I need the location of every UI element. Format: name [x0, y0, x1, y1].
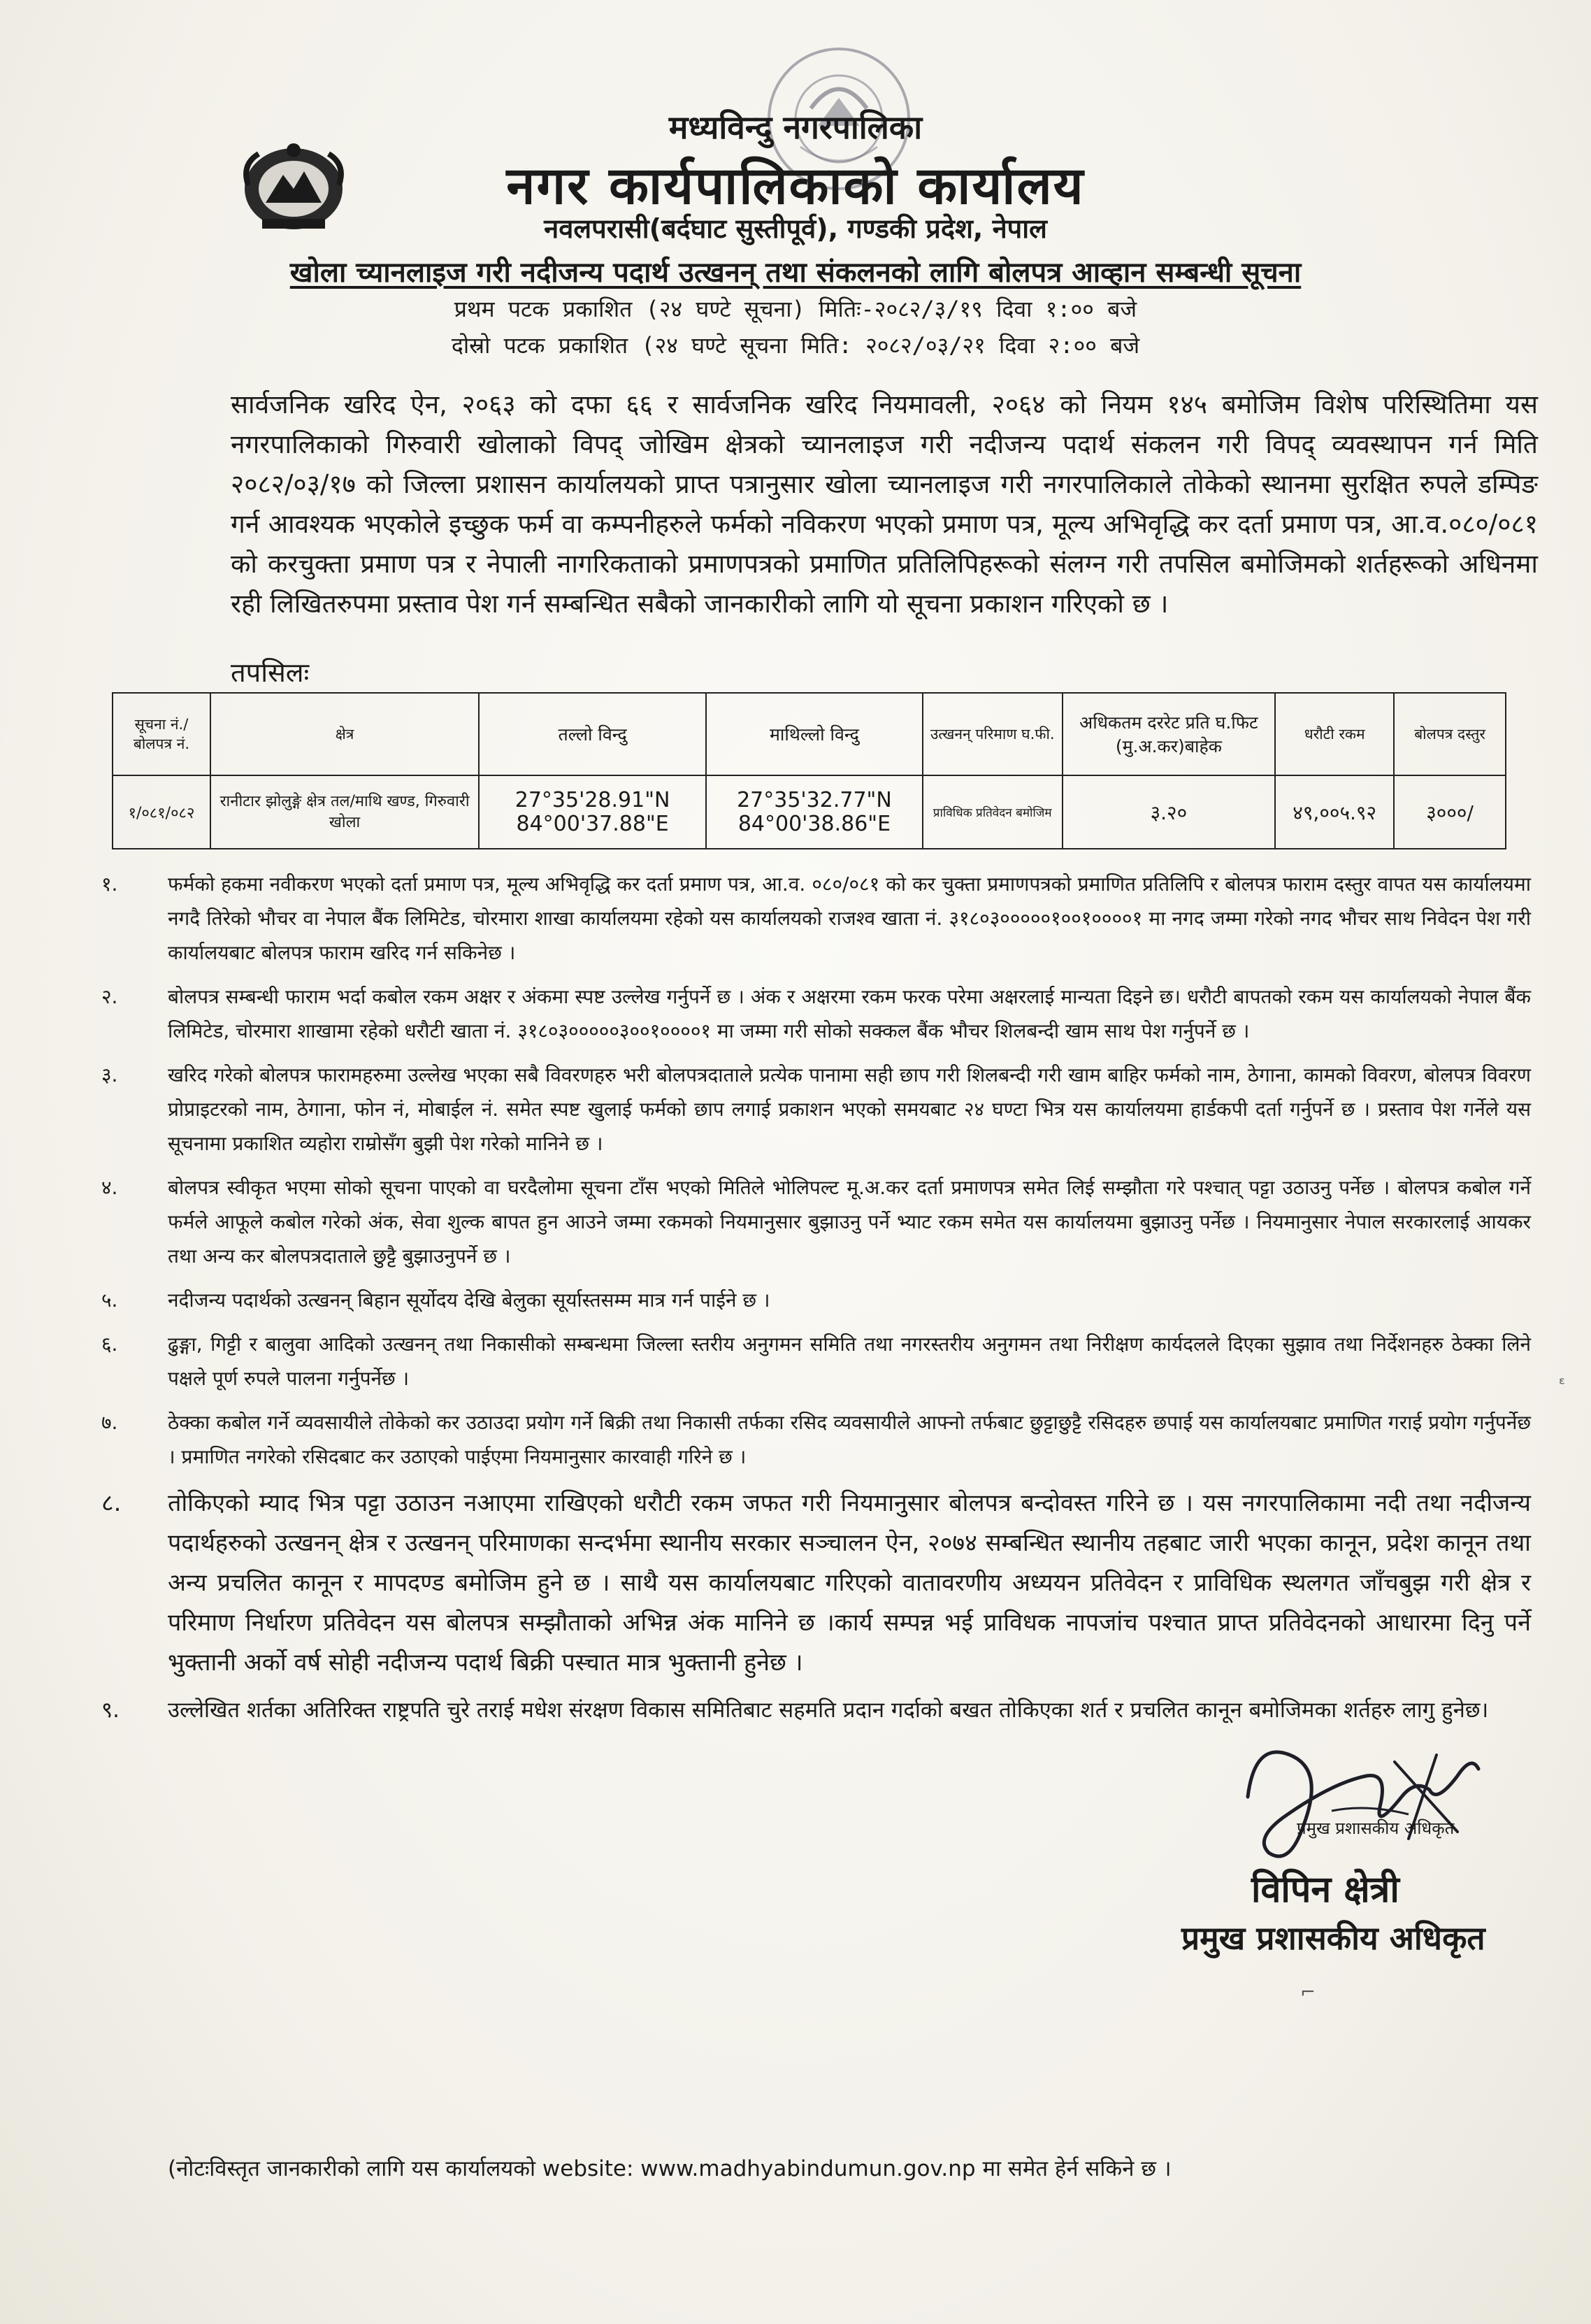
term-number: १. [101, 873, 118, 896]
municipality-name: मध्यविन्दु नगरपालिका [668, 108, 923, 146]
cell-area: रानीटार झोलुङ्गे क्षेत्र तल/माथि खण्ड, गिरुवारी खोला [210, 775, 479, 849]
col-header-fee: बोलपत्र दस्तुर [1394, 693, 1506, 775]
signatory-role: प्रमुख प्रशासकीय अधिकृत [1181, 1919, 1485, 1957]
tender-table [112, 692, 1506, 849]
table-header-row [113, 693, 1506, 775]
term-text: खरिद गरेको बोलपत्र फारामहरुमा उल्लेख भएका सबै विवरणहरु भरी बोलपत्रदाताले प्रत्येक पानामा सही छाप गरी शिलबन्दी गरी खाम बाहिर फर्मको नाम, ठेगाना, कामको विवरण, बोलपत्र विवरण प्रोप्राइटरको नाम, ठेगाना, फोन नं, मोबाईल नं. समेत स्पष्ट खुलाई फर्मको छाप लगाई प्रकाशन भएको समयबाट २४ घण्टा भित्र यस कार्यालयमा हार्डकपी दर्ता गर्नुपर्ने छ । प्रस्ताव पेश गर्नेले यस सूचनामा प्रकाशित व्यहोरा राम्रोसँग बुझी पेश गरेको मानिने छ । [168, 1063, 1531, 1155]
tick-mark: ⌐ [1300, 1982, 1316, 2003]
cell-fee: ३०००/ [1394, 775, 1506, 849]
lower-point-lat: 27°35'28.91"N [514, 787, 670, 812]
term-text: फर्मको हकमा नवीकरण भएको दर्ता प्रमाण पत्र, मूल्य अभिवृद्धि कर दर्ता प्रमाण पत्र, आ.व. ०८०/०८१ को कर चुक्ता प्रमाणपत्रको प्रमाणित प्रतिलिपि र बोलपत्र फाराम दस्तुर वापत यस कार्यालयमा नगदै तिरेको भौचर वा नेपाल बैंक लिमिटेड, चोरमारा शाखा कार्यालयमा रहेको यस कार्यालयको राजश्व खाता नं. ३१८०३०००००१००१००००१ मा नगद जम्मा गरेको नगद भौचर साथ निवेदन पेश गरी कार्यालयबाट बोलपत्र फाराम खरिद गर्न सकिनेछ । [168, 873, 1531, 964]
term-number: ९. [101, 1698, 120, 1723]
notice-subject [0, 252, 1591, 290]
notice-subject-text: खोला च्यानलाइज गरी नदीजन्य पदार्थ उत्खनन् तथा संकलनको लागि बोलपत्र आव्हान सम्बन्धी सूचना [289, 257, 1302, 289]
cell-rate: ३.२० [1063, 775, 1276, 849]
term-text: तोकिएको म्याद भित्र पट्टा उठाउन नआएमा राखिएको धरौटी रकम जफत गरी नियमानुसार बोलपत्र बन्दोवस्त गरिने छ । यस नगरपालिकामा नदी तथा नदीजन्य पदार्थहरुको उत्खनन् क्षेत्र र उत्खनन् परिमाणका सन्दर्भमा स्थानीय सरकार सञ्चालन ऐन, २०७४ सम्बन्धित स्थानीय तहबाट जारी भएका कानून, प्रदेश कानून तथा अन्य प्रचलित कानून र मापदण्ड बमोजिम हुने छ । साथै यस कार्यालयबाट गरिएको वातावरणीय अध्ययन प्रतिवेदन र प्राविधिक स्थलगत जाँचबुझ गरी क्षेत्र र परिमाण निर्धारण प्रतिवेदन यस बोलपत्र सम्झौताको अभिन्न अंक मानिने छ ।कार्य सम्पन्न भई प्राविधक नापजांच पश्चात प्राप्त प्रतिवेदनको आधारमा दिनु पर्ने भुक्तानी अर्को वर्ष सोही नदीजन्य पदार्थ बिक्री पस्चात मात्र भुक्तानी हुनेछ । [168, 1489, 1531, 1677]
office-address: नवलपरासी(बर्दघाट सुस्तीपूर्व), गण्डकी प्रदेश, नेपाल [544, 213, 1047, 244]
term-number: ७. [101, 1411, 118, 1434]
schedule-label: तपसिलः [231, 657, 310, 688]
lower-point-lon: 84°00'37.88"E [516, 811, 669, 836]
first-publication-date: प्रथम पटक प्रकाशित (२४ घण्टे सूचना) मितिः-२०८२/३/१९ दिवा १:०० बजे [454, 296, 1137, 322]
margin-mark: ᵋ [1559, 1374, 1566, 1395]
cell-lower-point [479, 775, 706, 849]
signatory-name: विपिन क्षेत्री [1251, 1869, 1399, 1911]
term-number: ३. [101, 1063, 118, 1086]
term-item [91, 867, 1531, 970]
table-row [113, 775, 1506, 849]
col-header-rate: अधिकतम दररेट प्रति घ.फिट (मु.अ.कर)बाहेक [1063, 693, 1276, 775]
col-header-notice-no: सूचना नं./ बोलपत्र नं. [113, 693, 210, 775]
terms-list [91, 867, 1531, 1738]
term-item [91, 1484, 1531, 1683]
term-item [91, 1170, 1531, 1273]
term-text: ठेक्का कबोल गर्ने व्यवसायीले तोकेको कर उठाउदा प्रयोग गर्ने बिक्री तथा निकासी तर्फका रसिद व्यवसायीले आफ्नो तर्फबाट छुट्टाछुट्टै रसिदहरु छपाई यस कार्यालयबाट प्रमाणित गराई प्रयोग गर्नुपर्नेछ । प्रमाणित नगरेको रसिदबाट कर उठाएको पाईएमा नियमानुसार कारवाही गरिने छ । [168, 1411, 1531, 1468]
col-header-quantity: उत्खनन् परिमाण घ.फी. [923, 693, 1063, 775]
cell-deposit: ४९,००५.९२ [1275, 775, 1394, 849]
term-item [91, 980, 1531, 1048]
term-item [91, 1283, 1531, 1317]
intro-paragraph: सार्वजनिक खरिद ऐन, २०६३ को दफा ६६ र सार्वजनिक खरिद नियमावली, २०६४ को नियम १४५ बमोजिम विशेष परिस्थितिमा यस नगरपालिकाको गिरुवारी खोलाको विपद् जोखिम क्षेत्रको च्यानलाइज गरी नदीजन्य पदार्थ संकलन गरी विपद् व्यवस्थापन गर्न मिति २०८२/०३/१७ को जिल्ला प्रशासन कार्यालयको प्राप्त पत्रानुसार खोला च्यानलाइज गरी नगरपालिकाले तोकेको स्थानमा सुरक्षित रुपले डम्पिङ गर्न आवश्यक भएकोले इच्छुक फर्म वा कम्पनीहरुले फर्मको नविकरण भएको प्रमाण पत्र, मूल्य अभिवृद्धि कर दर्ता प्रमाण पत्र, आ.व.०८०/०८१ को करचुक्ता प्रमाण पत्र र नेपाली नागरिकताको प्रमाणपत्रको प्रमाणित प्रतिलिपिहरूको संलग्न गरी तपसिल बमोजिमको शर्तहरूको अधिनमा रही लिखितरुपमा प्रस्ताव पेश गर्न सम्बन्धित सबैको जानकारीको लागि यो सूचना प्रकाशन गरिएको छ । [231, 389, 1538, 619]
cell-notice-no: १/०८१/०८२ [113, 775, 210, 849]
website-note: (नोटःविस्तृत जानकारीको लागि यस कार्यालयको website: www.madhyabindumun.gov.np मा समेत हेर्न सकिने छ । [168, 2156, 1172, 2181]
col-header-area: क्षेत्र [210, 693, 479, 775]
term-text: उल्लेखित शर्तका अतिरिक्त राष्ट्रपति चुरे तराई मधेश संरक्षण विकास समितिबाट सहमति प्रदान गर्दाको बखत तोकिएका शर्त र प्रचलित कानून बमोजिमका शर्तहरु लागु हुनेछ। [168, 1698, 1489, 1723]
office-title: नगर कार्यपालिकाको कार्यालय [506, 156, 1085, 216]
term-number: २. [101, 985, 118, 1008]
col-header-deposit: धरौटी रकम [1275, 693, 1394, 775]
term-number: ४. [101, 1176, 118, 1199]
cell-upper-point [706, 775, 923, 849]
term-text: ढुङ्गा, गिट्टी र बालुवा आदिको उत्खनन् तथा निकासीको सम्बन्धमा जिल्ला स्तरीय अनुगमन समिति तथा नगरस्तरीय अनुगमन तथा निरीक्षण कार्यदलले दिएका सुझाव तथा निर्देशनहरु ठेक्का लिने पक्षले पूर्ण रुपले पालना गर्नुपर्नेछ । [168, 1333, 1531, 1390]
cell-quantity: प्राविधिक प्रतिवेदन बमोजिम [923, 775, 1063, 849]
term-item [91, 1405, 1531, 1474]
term-number: ५. [101, 1289, 118, 1312]
term-text: बोलपत्र स्वीकृत भएमा सोको सूचना पाएको वा घरदैलोमा सूचना टाँस भएको मितिले भोलिपल्ट मू.अ.कर दर्ता प्रमाणपत्र समेत लिई सम्झौता गरे पश्चात् पट्टा उठाउनु पर्नेछ । बोलपत्र कबोल गर्ने फर्मले आफूले कबोल गरेको अंक, सेवा शुल्क बापत हुन आउने जम्मा रकमको नियमानुसार बुझाउनु पर्ने भ्याट रकम समेत यस कार्यालयमा बुझाउनु पर्नेछ । नियमानुसार नेपाल सरकारलाई आयकर तथा अन्य कर बोलपत्रदाताले छुट्टै बुझाउनुपर्ने छ । [168, 1176, 1531, 1268]
col-header-upper-point: माथिल्लो विन्दु [706, 693, 923, 775]
term-text: नदीजन्य पदार्थको उत्खनन् बिहान सूर्योदय देखि बेलुका सूर्यास्तसम्म मात्र गर्न पाईने छ । [168, 1289, 770, 1312]
term-number: ८. [101, 1489, 122, 1517]
signature-role-small: प्रमुख प्रशासकीय अधिकृत [1297, 1819, 1455, 1838]
second-publication-date: दोस्रो पटक प्रकाशित (२४ घण्टे सूचना मिति: २०८२/०३/२१ दिवा २:०० बजे [451, 332, 1140, 359]
col-header-lower-point: तल्लो विन्दु [479, 693, 706, 775]
term-item [91, 1327, 1531, 1396]
upper-point-lat: 27°35'32.77"N [737, 787, 892, 812]
term-number: ६. [101, 1333, 118, 1356]
upper-point-lon: 84°00'38.86"E [737, 811, 891, 836]
term-item [91, 1058, 1531, 1161]
term-text: बोलपत्र सम्बन्धी फाराम भर्दा कबोल रकम अक्षर र अंकमा स्पष्ट उल्लेख गर्नुपर्ने छ । अंक र अक्षरमा रकम फरक परेमा अक्षरलाई मान्यता दिइने छ। धरौटी बापतको रकम यस कार्यालयको नेपाल बैंक लिमिटेड, चोरमारा शाखामा रहेको धरौटी खाता नं. ३१८०३०००००३००१००००१ मा जम्मा गरी सोको सक्कल बैंक भौचर शिलबन्दी खाम साथ पेश गर्नुपर्ने छ । [168, 985, 1531, 1042]
